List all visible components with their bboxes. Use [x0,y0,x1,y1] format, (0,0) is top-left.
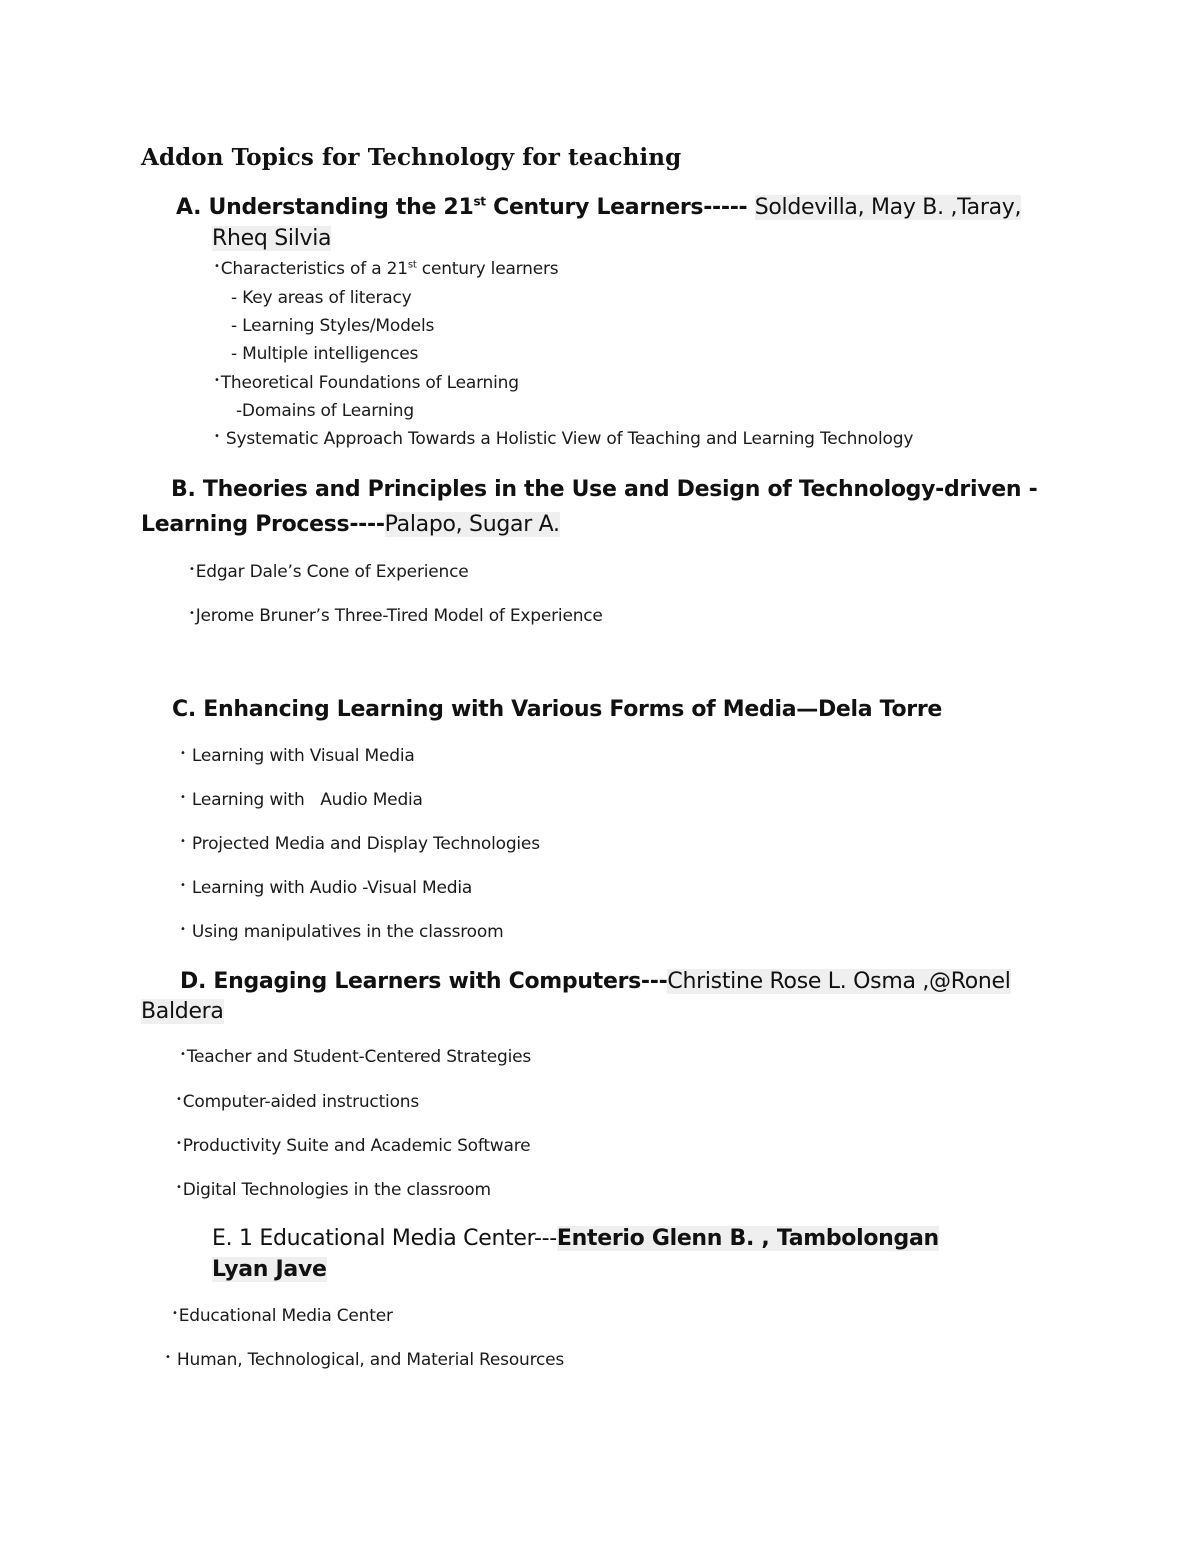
list-item-text: Characteristics of a 21 [220,259,408,279]
section-e-authors-line2: Lyan Jave [212,1257,327,1282]
section-e-authors-cont [212,1257,327,1282]
list-item [214,429,913,449]
section-d-heading [180,969,1011,994]
section-e-heading [212,1226,939,1251]
list-item [172,1306,393,1326]
list-item-text: Educational Media Center [178,1306,393,1326]
list-item-text: Theoretical Foundations of Learning [220,373,519,393]
list-item [180,790,423,810]
section-d-authors-line2: Baldera [141,999,224,1024]
list-item [214,373,519,393]
bullet-icon: • [180,748,186,759]
list-item-text: Edgar Dale’s Cone of Experience [195,562,469,582]
list-item-text: Computer-aided instructions [182,1092,419,1112]
list-item-text: Using manipulatives in the classroom [186,922,504,942]
bullet-icon: • [165,1352,171,1363]
bullet-icon: • [189,564,195,575]
list-item-text: Digital Technologies in the classroom [182,1180,491,1200]
bullet-icon: • [176,1182,182,1193]
bullet-icon: • [214,375,220,386]
list-item [180,1047,531,1067]
section-a-heading-post: Century Learners----- [485,195,755,220]
bullet-icon: • [214,261,220,272]
section-e-authors: Enterio Glenn B. , Tambolongan [556,1226,939,1251]
bullet-icon: • [214,431,220,442]
section-a-authors: Soldevilla, May B. ,Taray, [754,195,1022,220]
bullet-icon: • [180,792,186,803]
section-b-heading: B. Theories and Principles in the Use and Design of Technology-driven - [171,477,1038,502]
list-item-text: Human, Technological, and Material Resources [171,1350,565,1370]
section-c-heading: C. Enhancing Learning with Various Forms of Media—Dela Torre [172,697,942,722]
list-item [176,1136,530,1156]
list-item [165,1350,564,1370]
list-item [180,746,415,766]
bullet-icon: • [180,924,186,935]
list-item-text: Learning with Audio Media [186,790,423,810]
list-item-text: century learners [416,259,559,279]
document-title: Addon Topics for Technology for teaching [141,144,682,171]
section-a-heading-pre: A. Understanding the 21 [176,195,474,220]
list-item [189,562,469,582]
bullet-icon: • [189,608,195,619]
section-a-authors-line2: Rheq Silvia [212,226,332,251]
list-item-sup: st [407,259,417,271]
bullet-icon: • [180,836,186,847]
list-item [180,922,503,942]
section-b-authors: Palapo, Sugar A. [384,512,560,537]
list-item-text: Learning with Visual Media [186,746,415,766]
list-item-text: Projected Media and Display Technologies [186,834,540,854]
section-b-heading-text: Learning Process---- [141,512,385,537]
section-a-heading-sup: st [473,194,486,209]
section-b-heading-line2 [141,512,560,537]
section-d-authors-cont [141,999,224,1024]
list-item [189,606,603,626]
list-item-text: Teacher and Student-Centered Strategies [186,1047,532,1067]
sub-item: - Learning Styles/Models [231,316,435,336]
section-d-heading-text: D. Engaging Learners with Computers--- [180,969,668,994]
section-a-heading [176,195,1021,220]
list-item-text: Systematic Approach Towards a Holistic View of Teaching and Learning Technology [220,429,914,449]
list-item [176,1092,419,1112]
sub-item: -Domains of Learning [236,401,414,421]
bullet-icon: • [176,1094,182,1105]
list-item-text: Productivity Suite and Academic Software [182,1136,531,1156]
bullet-icon: • [172,1308,178,1319]
list-item-text: Jerome Bruner’s Three-Tired Model of Experience [195,606,603,626]
list-item [176,1180,491,1200]
bullet-icon: • [180,880,186,891]
list-item [214,259,558,279]
list-item [180,878,472,898]
bullet-icon: • [180,1049,186,1060]
section-d-authors: Christine Rose L. Osma ,@Ronel [667,969,1011,994]
sub-item: - Key areas of literacy [231,288,412,308]
section-e-heading-text: E. 1 Educational Media Center--- [212,1226,557,1251]
list-item-text: Learning with Audio -Visual Media [186,878,473,898]
sub-item: - Multiple intelligences [231,344,419,364]
section-a-authors-cont [212,226,331,251]
bullet-icon: • [176,1138,182,1149]
list-item [180,834,540,854]
